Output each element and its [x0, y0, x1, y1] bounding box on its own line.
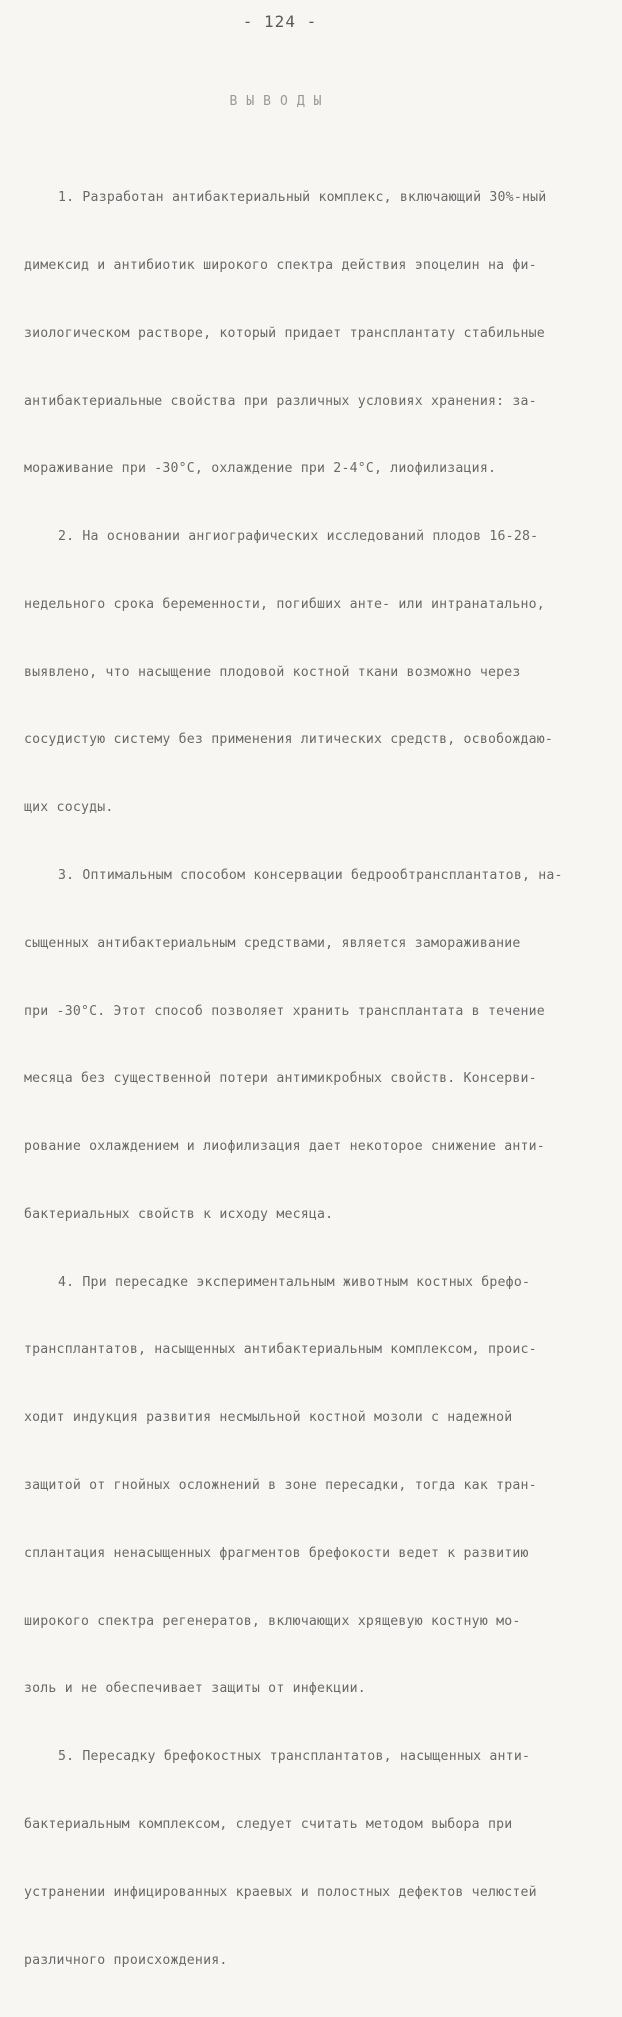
text-line: выявлено, что насыщение плодовой костной ткани возможно через [24, 664, 521, 680]
text-line: месяца без существенной потери антимикробных свойств. Консерви- [24, 1071, 537, 1087]
text-line: трансплантатов, насыщенных антибактериальным комплексом, проис- [24, 1342, 537, 1358]
text-line: димексид и антибиотик широкого спектра действия эпоцелин на фи- [24, 257, 537, 273]
text-line: 1. Разработан антибактериальный комплекс, включающий 30%-ный [58, 190, 547, 206]
text-line: защитой от гнойных осложнений в зоне пересадки, тогда как тран- [24, 1478, 537, 1494]
text-line: 4. При пересадке экспериментальным животным костных брефо- [58, 1274, 531, 1290]
text-line: рование охлаждением и лиофилизация дает некоторое снижение анти- [24, 1139, 545, 1155]
conclusions-body [24, 142, 598, 2017]
text-line: мораживание при -30°С, охлаждение при 2-4°С, лиофилизация. [24, 461, 497, 477]
text-line: 5. Пересадку брефокостных трансплантатов, насыщенных анти- [58, 1749, 531, 1765]
text-line: сыщенных антибактериальным средствами, является замораживание [24, 935, 521, 951]
text-line: щих сосуды. [24, 800, 114, 816]
text-line: широкого спектра регенератов, включающих хрящевую костную мо- [24, 1613, 521, 1629]
text-line: бактериальных свойств к исходу месяца. [24, 1206, 334, 1222]
text-line: 3. Оптимальным способом консервации бедрообтрансплантатов, на- [58, 868, 563, 883]
text-line: недельного срока беременности, погибших анте- или интранатально, [24, 596, 545, 612]
text-line: зиологическом растворе, который придает трансплантату стабильные [24, 325, 545, 341]
text-line: золь и не обеспечивает защиты от инфекции. [24, 1681, 366, 1697]
text-line: ходит индукция развития несмыльной костной мозоли с надежной [24, 1410, 513, 1426]
text-line: сосудистую систему без применения литических средств, освобождаю- [24, 732, 554, 748]
text-line: 2. На основании ангиографических исследований плодов 16-28- [58, 529, 539, 545]
text-line: бактериальным комплексом, следует считать методом выбора при [24, 1816, 513, 1832]
section-heading: ВЫВОДЫ [229, 94, 331, 109]
text-line: при -30°С. Этот способ позволяет хранить трансплантата в течение [24, 1003, 545, 1019]
text-line: сплантация ненасыщенных фрагментов брефокости ведет к развитию [24, 1545, 529, 1561]
text-line: различного происхождения. [24, 1952, 228, 1968]
page-number: - 124 - [242, 12, 318, 31]
text-line: антибактериальные свойства при различных условиях хранения: за- [24, 393, 537, 409]
text-line: устранении инфицированных краевых и полостных дефектов челюстей [24, 1884, 537, 1900]
